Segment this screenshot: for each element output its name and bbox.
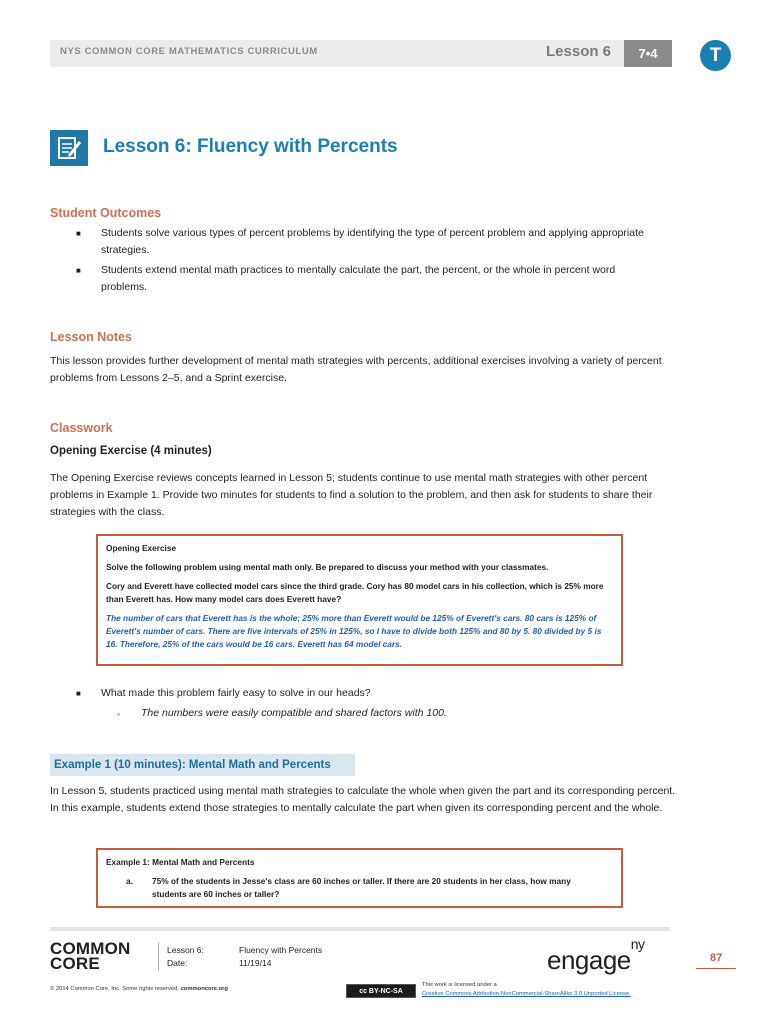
engageny-logo: engage$^{ny}$ <box>547 936 645 975</box>
creative-commons-badge: cc BY-NC-SA <box>346 984 416 998</box>
license-text: This work is licensed under a <box>422 982 497 988</box>
page-title: Lesson 6: Fluency with Percents <box>103 136 398 157</box>
footer-lesson-value: Fluency with Percents <box>239 945 323 955</box>
footer-date-label: Date: <box>167 958 188 968</box>
common-core-logo: COMMON CORE <box>50 939 131 973</box>
outcome-item: Students solve various types of percent problems by identifying the type of percent problem and applying appropriate strategies. <box>101 227 644 256</box>
student-outcomes-heading: Student Outcomes <box>50 206 162 220</box>
lesson-notepad-icon <box>50 130 88 166</box>
teacher-version-icon: T <box>700 40 731 71</box>
outcome-item: Students extend mental math practices to mentally calculate the part, the percent, or the whole in percent word problems. <box>101 264 616 293</box>
bullet-icon: ■ <box>76 229 81 238</box>
page-number: 87 <box>710 952 723 964</box>
classwork-heading: Classwork <box>50 421 113 435</box>
opening-exercise-heading: Opening Exercise (4 minutes) <box>50 445 212 457</box>
lesson-notes-text: This lesson provides further development of mental math strategies with percents, additional exercises involving a variety of percent problems from Lessons 2–5, and a Sprint exercise. <box>50 355 662 384</box>
footer-separator <box>158 943 159 971</box>
curriculum-label: NYS COMMON CORE MATHEMATICS CURRICULUM <box>60 46 318 57</box>
example-1-text: In Lesson 5, students practiced using mental math strategies to calculate the whole when given the part and its corresponding percent. In this example, students extend those strategies to mentally calculate the part when given its corresponding percent and the whole. <box>50 785 676 814</box>
header-lesson: Lesson 6 <box>546 43 612 60</box>
bullet-icon: ■ <box>76 266 81 275</box>
opening-box-label: Opening Exercise <box>106 543 177 553</box>
license-link[interactable]: Creative Commons Attribution-NonCommercial-ShareAlike 3.0 Unported License. <box>422 991 631 997</box>
example-1-box <box>96 848 623 908</box>
example-1-item-text: 75% of the students in Jesse's class are 60 inches or taller. If there are 20 students in her class, how many students are 60 inches or taller? <box>152 876 571 899</box>
example-1-item-letter: a. <box>126 876 133 886</box>
grade-module-badge: 7•4 <box>624 40 672 67</box>
sub-bullet-icon: ▫ <box>117 710 120 719</box>
discussion-question: What made this problem fairly easy to solve in our heads? <box>101 687 371 699</box>
opening-exercise-box <box>96 534 623 666</box>
footer-lesson-label: Lesson 6: <box>167 945 204 955</box>
opening-box-answer: The number of cars that Everett has is the whole; 25% more than Everett would be 125% of Everett's cars. 80 cars is 125% of Everett's number of cars. There are five intervals of 25% in 125%, so I have to divide both 125% and 80 by 5. 80 divided by 5 is 16. Therefore, 25% of the cars would be 16 cars. Everett has 64 model cars. <box>106 613 602 649</box>
opening-box-problem: Cory and Everett have collected model cars since the third grade. Cory has 80 model cars in his collection, which is 25% more than Everett has. How many model cars does Everett have? <box>106 581 604 604</box>
opening-exercise-text: The Opening Exercise reviews concepts learned in Lesson 5; students continue to use mental math strategies with other percent problems in Example 1. Provide two minutes for students to find a solution to the problem, and then ask for students to share their strategies with the class. <box>50 472 653 518</box>
example-1-box-label: Example 1: Mental Math and Percents <box>106 857 255 867</box>
footer-divider <box>50 927 670 931</box>
bullet-icon: ■ <box>76 689 81 698</box>
page-number-rule <box>696 968 736 969</box>
example-1-heading: Example 1 (10 minutes): Mental Math and Percents <box>50 754 355 776</box>
footer-date-value: 11/19/14 <box>239 958 272 968</box>
opening-box-instruction: Solve the following problem using mental math only. Be prepared to discuss your method with your classmates. <box>106 562 549 572</box>
discussion-answer: The numbers were easily compatible and shared factors with 100. <box>141 707 447 719</box>
copyright: © 2014 Common Core, Inc. Some rights reserved. commoncore.org <box>50 986 228 992</box>
lesson-notes-heading: Lesson Notes <box>50 330 132 344</box>
